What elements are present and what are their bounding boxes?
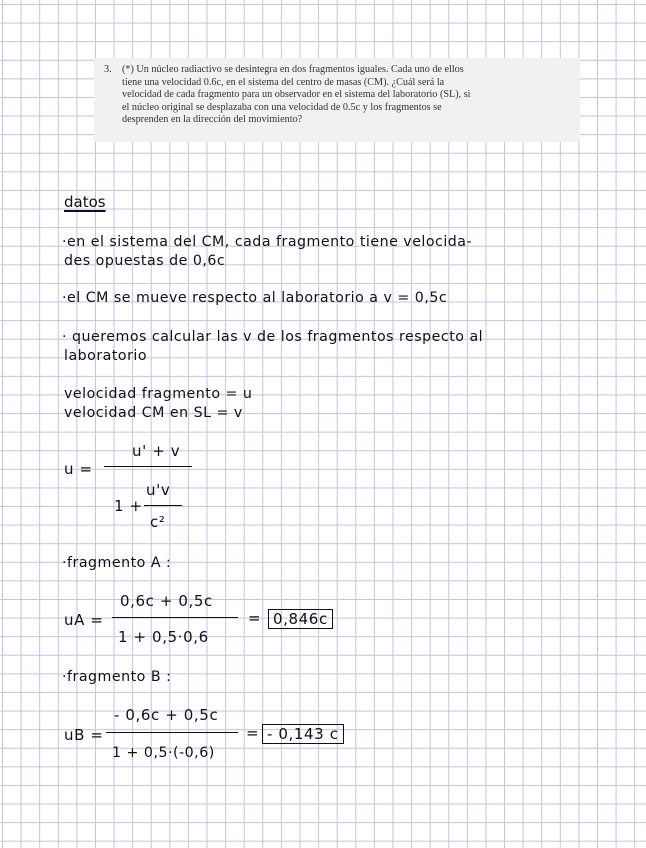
- fragment-a-label: ·fragmento A :: [62, 555, 172, 571]
- bullet-cm-line2: des opuestas de 0,6c: [64, 253, 226, 269]
- definition-u: velocidad fragmento = u: [64, 386, 253, 402]
- formula-den-prefix: 1 +: [114, 497, 143, 515]
- formula-fraction-bar: [104, 466, 192, 467]
- fragment-b-result: - 0,143 c: [262, 724, 344, 744]
- definition-v: velocidad CM en SL = v: [64, 405, 243, 421]
- formula-inner-numerator: u'v: [146, 481, 171, 499]
- bullet-cm-line1: ·en el sistema del CM, cada fragmento tiene velocida-: [62, 234, 473, 250]
- formula-inner-denominator: c²: [150, 513, 166, 531]
- fragment-b-lhs: uB =: [64, 726, 104, 744]
- fragment-b-numerator: - 0,6c + 0,5c: [114, 706, 219, 724]
- problem-line: el núcleo original se desplazaba con una velocidad de 0.5c y los fragmentos se: [122, 101, 442, 113]
- fragment-a-result: 0,846c: [268, 609, 333, 629]
- fragment-a-fraction-bar: [112, 617, 238, 618]
- fragment-a-lhs: uA =: [64, 611, 104, 629]
- fragment-b-label: ·fragmento B :: [62, 669, 172, 685]
- fragment-b-denominator: 1 + 0,5·(-0,6): [112, 745, 215, 761]
- bullet-cm-speed: ·el CM se mueve respecto al laboratorio a v = 0,5c: [62, 290, 448, 306]
- fragment-b-equals: =: [246, 724, 260, 742]
- formula-inner-fraction-bar: [144, 505, 182, 506]
- bullet-goal-line2: laboratorio: [64, 348, 148, 364]
- problem-number: 3.: [104, 64, 112, 75]
- fragment-a-denominator: 1 + 0,5·0,6: [118, 628, 209, 646]
- fragment-b-fraction-bar: [106, 732, 238, 733]
- problem-text: [122, 64, 560, 127]
- problem-line: (*) Un núcleo radiactivo se desintegra en dos fragmentos iguales. Cada uno de ellos: [122, 64, 464, 75]
- problem-line: velocidad de cada fragmento para un observador en el sistema del laboratorio (SL), si: [122, 89, 471, 101]
- problem-line: desprenden en la dirección del movimiento?: [122, 114, 303, 126]
- fragment-a-numerator: 0,6c + 0,5c: [120, 592, 213, 610]
- problem-statement: [94, 58, 580, 142]
- formula-lhs: u =: [64, 460, 93, 478]
- problem-line: tiene una velocidad 0.6c, en el sistema del centro de masas (CM). ¿Cuál será la: [122, 76, 445, 88]
- fragment-a-equals: =: [248, 609, 262, 627]
- bullet-goal-line1: · queremos calcular las v de los fragmentos respecto al: [62, 329, 484, 345]
- formula-numerator: u' + v: [132, 442, 181, 460]
- notes-title: datos: [64, 193, 106, 211]
